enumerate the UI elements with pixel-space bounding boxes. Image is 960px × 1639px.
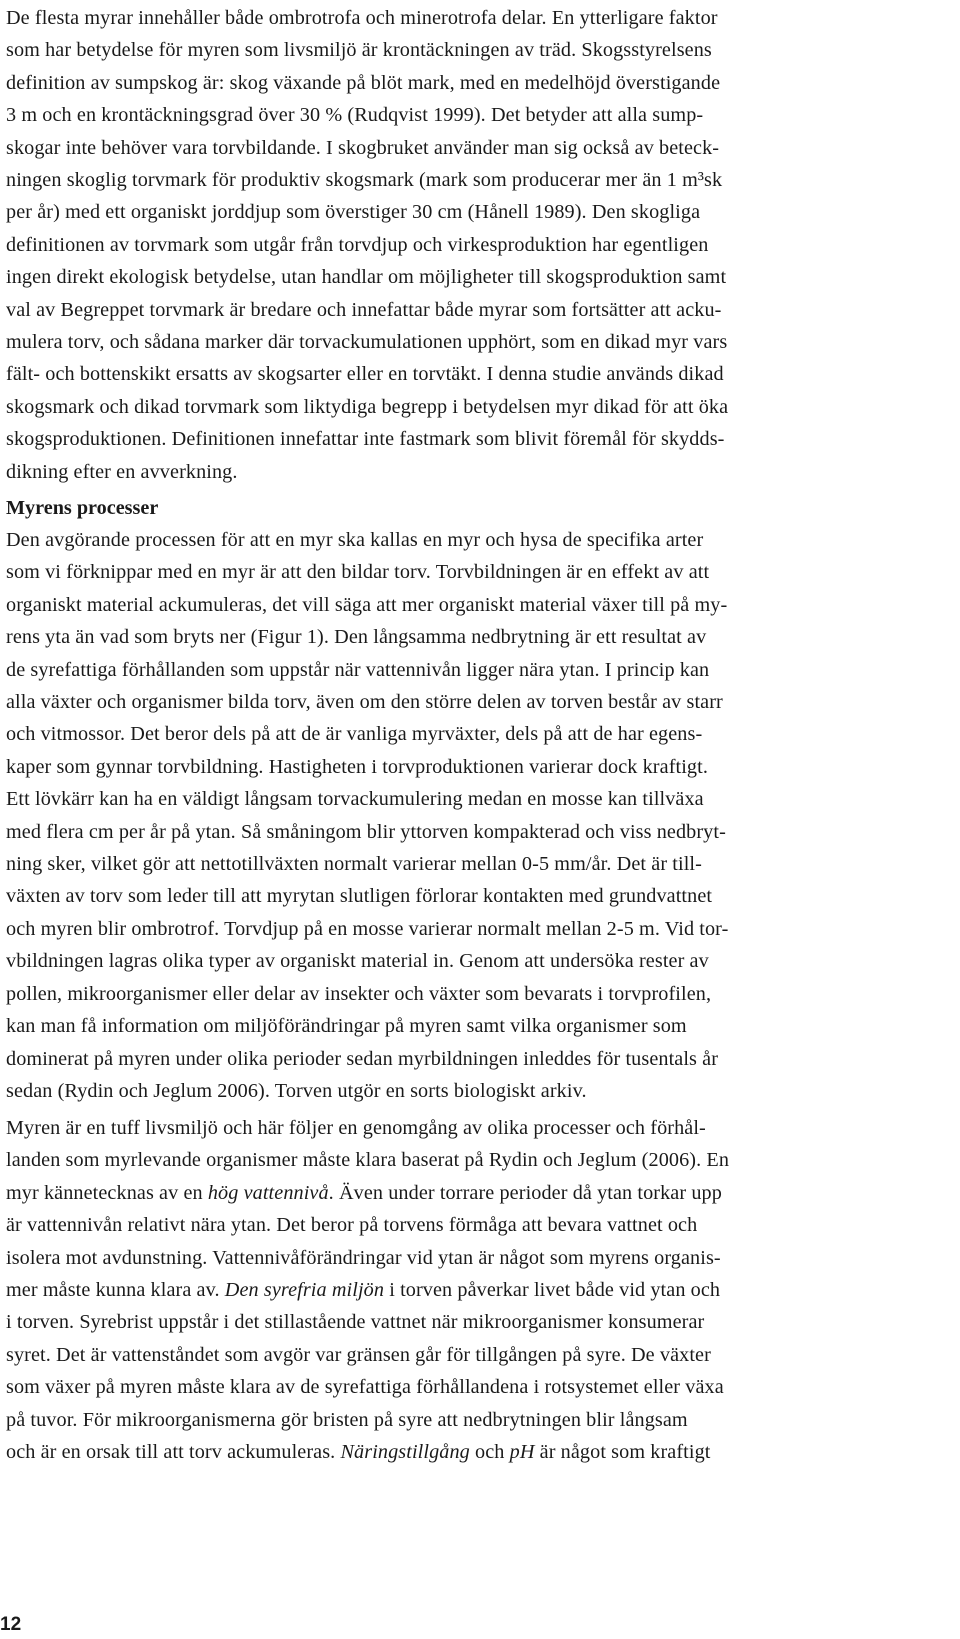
text-line: fält- och bottenskikt ersatts av skogsarter eller en torvtäkt. I denna studie används dikad — [6, 363, 724, 386]
text-line — [6, 1177, 956, 1209]
text-line: i torven. Syrebrist uppstår i det stillastående vattnet när mikroorganismer konsumerar — [6, 1311, 705, 1334]
text-line: skogsmark och dikad torvmark som liktydiga begrepp i betydelsen myr dikad för att öka — [6, 395, 729, 418]
text-line: definitionen av torvmark som utgår från torvdjup och virkesproduktion har egentligen — [6, 233, 709, 256]
text-line: de syrefattiga förhållanden som uppstår när vattennivån ligger nära ytan. I princip kan — [6, 658, 710, 681]
text-line: som växer på myren måste klara av de syrefattiga förhållandena i rotsystemet eller växa — [6, 1376, 724, 1399]
text-line: ningen skoglig torvmark för produktiv skogsmark (mark som producerar mer än 1 m³sk — [6, 169, 723, 192]
text-line — [6, 1274, 956, 1306]
text-line: med flera cm per år på ytan. Så småningom blir yttorven kompakterad och viss nedbryt- — [6, 820, 726, 843]
emphasis-ph: pH — [509, 1441, 535, 1464]
emphasis-hog-vattenniva: hög vattennivå — [207, 1181, 329, 1204]
paragraph-myrens-processer — [6, 524, 956, 1107]
paragraph-livsmiljo — [6, 1112, 956, 1468]
text-line: och myren blir ombrotrof. Torvdjup på en mosse varierar normalt mellan 2-5 m. Vid tor- — [6, 917, 729, 940]
text-line: skogar inte behöver vara torvbildande. I skogbruket använder man sig också av beteck- — [6, 136, 720, 159]
text-line: landen som myrlevande organismer måste klara baserat på Rydin och Jeglum (2006). En — [6, 1149, 730, 1172]
text-line: kan man få information om miljöförändringar på myren samt vilka organismer som — [6, 1015, 687, 1038]
text-line: och vitmossor. Det beror dels på att de är vanliga myrväxter, dels på att de har egens- — [6, 723, 703, 746]
text-line: alla växter och organismer bilda torv, även om den större delen av torven består av starr — [6, 691, 723, 714]
text-line: organiskt material ackumuleras, det vill säga att mer organiskt material växer till på my- — [6, 593, 728, 616]
text-line: som har betydelse för myren som livsmiljö är krontäckningen av träd. Skogsstyrelsens — [6, 39, 712, 62]
text-line: dikning efter en avverkning. — [6, 460, 238, 483]
text-run: . Även under torrare perioder då ytan torkar upp — [328, 1181, 722, 1204]
text-run: och är en orsak till att torv ackumuleras. — [6, 1441, 341, 1464]
text-line: sedan (Rydin och Jeglum 2006). Torven utgör en sorts biologiskt arkiv. — [6, 1079, 587, 1102]
text-line: växten av torv som leder till att myrytan slutligen förlorar kontakten med grundvattnet — [6, 885, 713, 908]
text-line: per år) med ett organiskt jorddjup som överstiger 30 cm (Hånell 1989). Den skogliga — [6, 201, 701, 224]
text-run: i torven påverkar livet både vid ytan och — [384, 1279, 721, 1302]
text-line: pollen, mikroorganismer eller delar av insekter och växter som bevarats i torvprofilen, — [6, 982, 712, 1005]
text-line: val av Begreppet torvmark är bredare och innefattar både myrar som fortsätter att acku- — [6, 298, 722, 321]
section-heading: Myrens processer — [6, 497, 159, 519]
text-run: är något som kraftigt — [534, 1441, 711, 1464]
paragraph-sumpskog-definition — [6, 2, 956, 488]
text-line: mulera torv, och sådana marker där torvackumulationen upphört, som en dikad myr vars — [6, 331, 728, 354]
text-run: och — [469, 1441, 510, 1464]
emphasis-syrefria-miljon: Den syrefria miljön — [224, 1279, 385, 1302]
text-line: är vattennivån relativt nära ytan. Det beror på torvens förmåga att bevara vattnet och — [6, 1214, 698, 1237]
emphasis-naringstillgang: Näringstillgång — [340, 1441, 470, 1464]
text-line: isolera mot avdunstning. Vattennivåförändringar vid ytan är något som myrens organis- — [6, 1246, 721, 1269]
text-line: De flesta myrar innehåller både ombrotrofa och minerotrofa delar. En ytterligare faktor — [6, 7, 718, 29]
text-run: myr kännetecknas av en — [6, 1181, 208, 1204]
text-line: som vi förknippar med en myr är att den bildar torv. Torvbildningen är en effekt av att — [6, 561, 710, 584]
text-line: Myren är en tuff livsmiljö och här följer en genomgång av olika processer och förhål- — [6, 1117, 706, 1139]
text-line: vbildningen lagras olika typer av organiskt material in. Genom att undersöka rester av — [6, 950, 709, 973]
text-line: Ett lövkärr kan ha en väldigt långsam torvackumulering medan en mosse kan tillväxa — [6, 788, 704, 811]
text-run: mer måste kunna klara av. — [6, 1279, 225, 1302]
text-line: på tuvor. För mikroorganismerna gör bristen på syre att nedbrytningen blir långsam — [6, 1408, 688, 1431]
page-number: 12 — [0, 1614, 22, 1635]
text-line: definition av sumpskog är: skog växande på blöt mark, med en medelhöjd överstigande — [6, 71, 721, 94]
text-line: ning sker, vilket gör att nettotillväxten normalt varierar mellan 0-5 mm/år. Det är till- — [6, 853, 702, 876]
text-line: skogsproduktionen. Definitionen innefattar inte fastmark som blivit föremål för skydds- — [6, 428, 725, 451]
text-line: rens yta än vad som bryts ner (Figur 1). Den långsamma nedbrytning är ett resultat av — [6, 626, 707, 649]
text-line: 3 m och en krontäckningsgrad över 30 % (Rudqvist 1999). Det betyder att alla sump- — [6, 104, 704, 127]
text-line: ingen direkt ekologisk betydelse, utan handlar om möjligheter till skogsproduktion samt — [6, 266, 727, 289]
text-line — [6, 1436, 956, 1468]
text-line: kaper som gynnar torvbildning. Hastigheten i torvproduktionen varierar dock kraftigt. — [6, 755, 708, 778]
text-line: dominerat på myren under olika perioder sedan myrbildningen inleddes för tusentals år — [6, 1047, 719, 1070]
text-line: Den avgörande processen för att en myr ska kallas en myr och hysa de specifika arter — [6, 529, 704, 551]
text-line: syret. Det är vattenståndet som avgör var gränsen går för tillgången på syre. De växter — [6, 1343, 711, 1366]
